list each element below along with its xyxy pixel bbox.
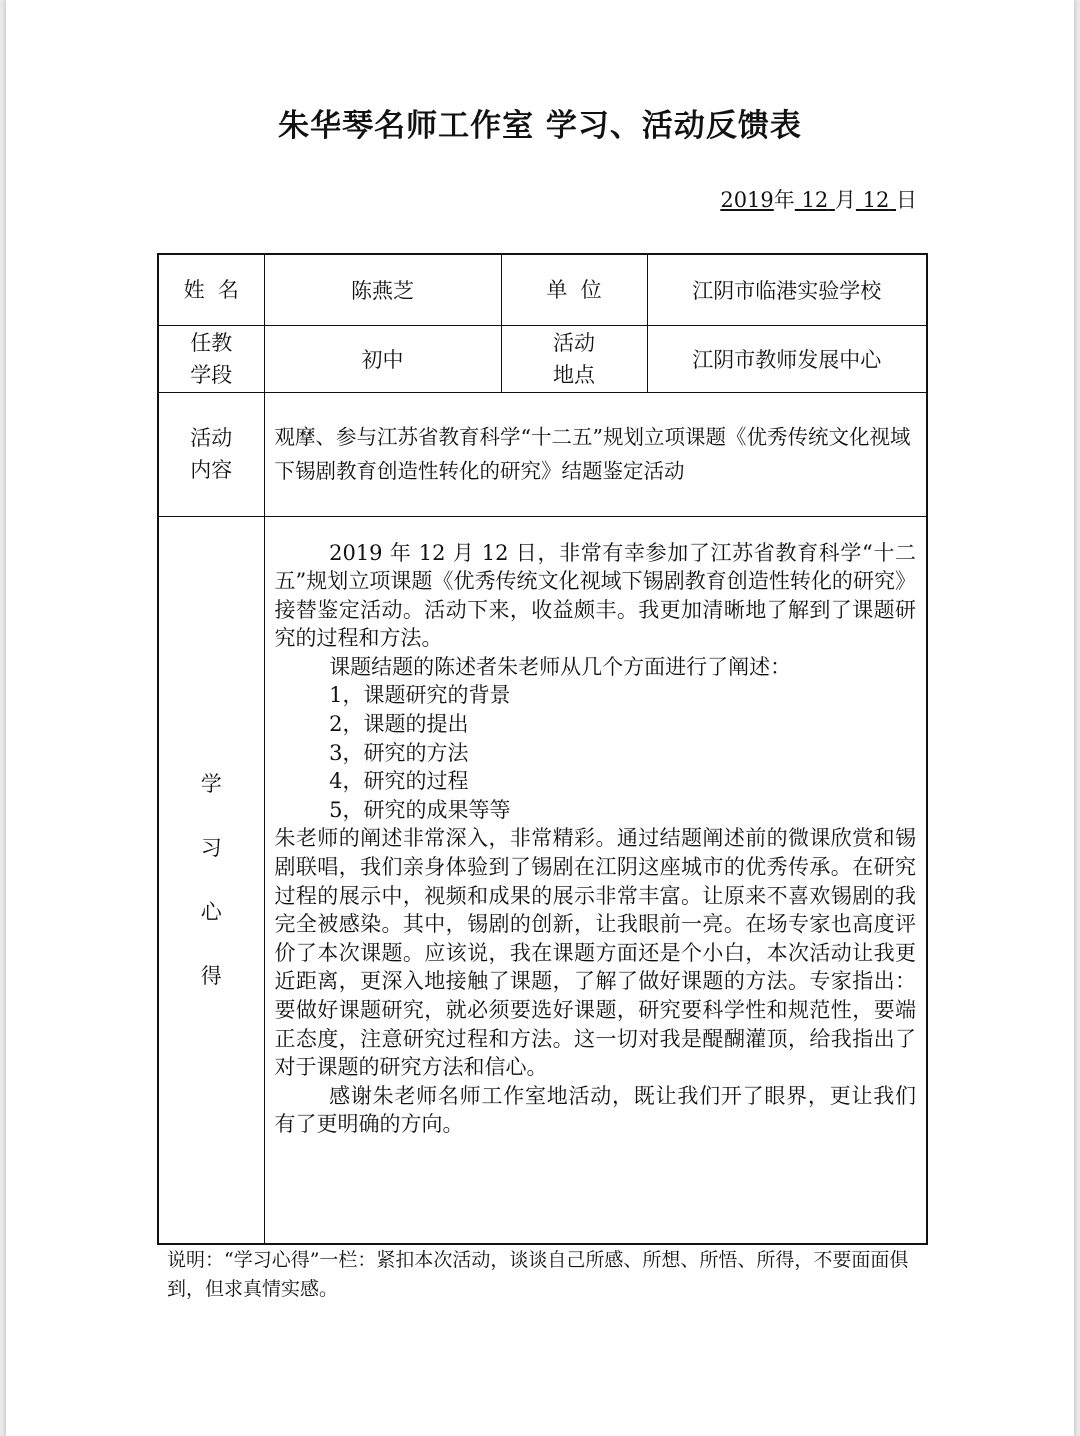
unit-label: 单 位 — [501, 254, 647, 325]
feedback-form-table — [157, 253, 928, 1245]
date-month: 12 — [801, 188, 829, 212]
place-label: 活动 地点 — [501, 325, 647, 392]
stage-value: 初中 — [264, 325, 501, 392]
content-label: 活动 内容 — [158, 392, 264, 516]
learn-label: 学 习 心 得 — [158, 516, 264, 1244]
stage-label: 任教 学段 — [158, 325, 264, 392]
date-day-unit: 日 — [896, 188, 917, 212]
date-month-unit: 月 — [834, 188, 856, 212]
row-learning — [158, 516, 927, 1244]
content-value: 观摩、参与江苏省教育科学“十二五”规划立项课题《优秀传统文化视域下锡剧教育创造性转化的研究》结题鉴定活动 — [264, 392, 927, 516]
learn-paragraph: 2019 年 12 月 12 日，非常有幸参加了江苏省教育科学“十二五”规划立项课题《优秀传统文化视域下锡剧教育创造性转化的研究》接替鉴定活动。活动下来，收益颇丰。我更加清晰地了解到了课题研究的过程和方法。 — [274, 540, 916, 651]
unit-value: 江阴市临港实验学校 — [647, 254, 927, 325]
date-day: 12 — [862, 188, 890, 212]
learn-paragraph: 朱老师的阐述非常深入，非常精彩。通过结题阐述前的微课欣赏和锡剧联唱，我们亲身体验到了锡剧在江阴这座城市的优秀传承。在研究过程的展示中，视频和成果的展示非常丰富。让原来不喜欢锡剧的我完全被感染。其中，锡剧的创新，让我眼前一亮。在场专家也高度评价了本次课题。应该说，我在课题方面还是个小白，本次活动让我更近距离，更深入地接触了课题，了解了做好课题的方法。专家指出：要做好课题研究，就必须要选好课题，研究要科学性和规范性，要端正态度，注意研究过程和方法。这一切对我是醍醐灌顶，给我指出了对于课题的研究方法和信心。 — [274, 826, 916, 1080]
form-date — [720, 184, 917, 214]
list-item: 1，课题研究的背景 — [329, 683, 511, 708]
row-content — [158, 392, 927, 516]
list-item: 4，研究的过程 — [329, 769, 469, 794]
list-item: 3，研究的方法 — [329, 740, 469, 765]
learn-paragraph: 感谢朱老师名师工作室地活动，既让我们开了眼界，更让我们有了更明确的方向。 — [274, 1083, 916, 1137]
date-year: 2019 — [720, 188, 774, 212]
page-title: 朱华琴名师工作室 学习、活动反馈表 — [278, 108, 802, 144]
learn-text — [264, 516, 927, 1244]
date-year-unit: 年 — [773, 188, 795, 212]
form-note: 说明：“学习心得”一栏：紧扣本次活动，谈谈自己所感、所想、所悟、所得，不要面面俱到，但求真情实感。 — [167, 1249, 909, 1300]
name-label: 姓 名 — [158, 254, 264, 325]
list-item: 2，课题的提出 — [329, 712, 469, 737]
learn-paragraph: 课题结题的陈述者朱老师从几个方面进行了阐述： — [329, 654, 792, 679]
row-stage-place — [158, 325, 927, 392]
list-item: 5，研究的成果等等 — [329, 797, 511, 822]
name-value: 陈燕芝 — [264, 254, 501, 325]
row-name-unit — [158, 254, 927, 325]
place-value: 江阴市教师发展中心 — [647, 325, 927, 392]
